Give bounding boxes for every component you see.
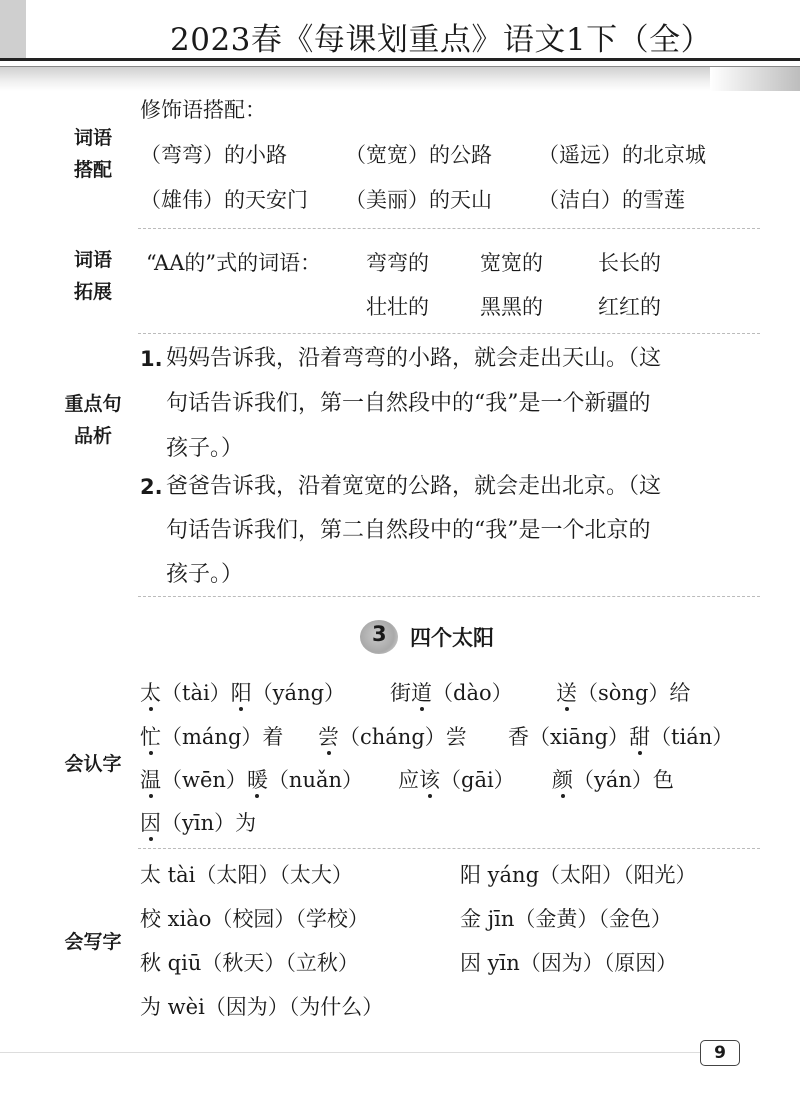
recognize-row: 应该（gāi） bbox=[398, 768, 515, 792]
vocab-match-item: （雄伟）的天安门 bbox=[140, 188, 308, 212]
vocab-expand-intro: “AA的”式的词语： bbox=[146, 251, 322, 275]
vocab-match-item: （遥远）的北京城 bbox=[538, 143, 706, 167]
header-band bbox=[0, 67, 800, 91]
write-item: 阳 yáng（太阳）（阳光） bbox=[460, 863, 697, 887]
write-item: 秋 qiū（秋天）（立秋） bbox=[140, 951, 359, 975]
sentence-number: 1. bbox=[140, 347, 163, 371]
section-label-write: 会写字 bbox=[64, 931, 122, 953]
section-label-key-sentences: 重点句 品析 bbox=[64, 393, 122, 447]
vocab-match-item: （洁白）的雪莲 bbox=[538, 188, 685, 212]
section-divider bbox=[138, 333, 760, 334]
recognize-row: 街道（dào） bbox=[390, 681, 513, 705]
lesson-number: 3 bbox=[372, 622, 387, 646]
vocab-expand-item: 长长的 bbox=[598, 251, 661, 275]
sentence-line: 孩子。） bbox=[166, 562, 244, 587]
sentence-line: 句话告诉我们，第二自然段中的“我”是一个北京的 bbox=[166, 518, 651, 543]
header-decoration bbox=[0, 0, 26, 58]
section-divider bbox=[138, 596, 760, 597]
recognize-row: 太（tài）阳（yáng） bbox=[140, 681, 346, 705]
vocab-expand-item: 弯弯的 bbox=[366, 251, 429, 275]
vocab-match-item: （弯弯）的小路 bbox=[140, 143, 287, 167]
sentence-line: 句话告诉我们，第一自然段中的“我”是一个新疆的 bbox=[166, 391, 651, 416]
write-item: 太 tài（太阳）（太大） bbox=[140, 863, 353, 887]
section-label-recognize: 会认字 bbox=[64, 753, 122, 775]
recognize-row: 因（yīn）为 bbox=[140, 811, 257, 835]
header-band-accent bbox=[710, 67, 800, 91]
vocab-match-item: （宽宽）的公路 bbox=[345, 143, 492, 167]
sentence-number: 2. bbox=[140, 475, 163, 499]
write-item: 金 jīn（金黄）（金色） bbox=[460, 907, 672, 931]
recognize-row: 忙（máng）着 bbox=[140, 725, 284, 749]
sentence-line: 爸爸告诉我，沿着宽宽的公路，就会走出北京。（这 bbox=[166, 474, 662, 499]
recognize-row: 香（xiāng）甜（tián） bbox=[508, 725, 734, 749]
section-divider bbox=[138, 848, 760, 849]
page-header-title: 2023春《每课划重点》语文1下（全） bbox=[170, 22, 713, 58]
write-item: 因 yīn（因为）（原因） bbox=[460, 951, 678, 975]
section-divider bbox=[138, 228, 760, 229]
page-number: 9 bbox=[700, 1040, 740, 1066]
vocab-expand-item: 黑黑的 bbox=[480, 295, 543, 319]
vocab-expand-item: 壮壮的 bbox=[366, 295, 429, 319]
footer-rule bbox=[0, 1052, 700, 1053]
write-item: 为 wèi（因为）（为什么） bbox=[140, 995, 384, 1019]
sentence-line: 妈妈告诉我，沿着弯弯的小路，就会走出天山。（这 bbox=[166, 346, 662, 371]
lesson-title: 四个太阳 bbox=[410, 626, 494, 650]
vocab-expand-item: 宽宽的 bbox=[480, 251, 543, 275]
recognize-row: 温（wēn）暖（nuǎn） bbox=[140, 768, 364, 792]
vocab-match-item: （美丽）的天山 bbox=[345, 188, 492, 212]
sentence-line: 孩子。） bbox=[166, 436, 244, 461]
recognize-row: 送（sòng）给 bbox=[556, 681, 691, 705]
recognize-row: 颜（yán）色 bbox=[552, 768, 674, 792]
section-label-vocab-expand: 词语 拓展 bbox=[73, 249, 112, 303]
vocab-expand-item: 红红的 bbox=[598, 295, 661, 319]
write-item: 校 xiào（校园）（学校） bbox=[140, 907, 369, 931]
section-label-vocab-match: 词语 搭配 bbox=[73, 127, 112, 181]
header-rule bbox=[0, 58, 800, 61]
vocab-match-heading: 修饰语搭配： bbox=[140, 98, 266, 122]
recognize-row: 尝（cháng）尝 bbox=[318, 725, 467, 749]
